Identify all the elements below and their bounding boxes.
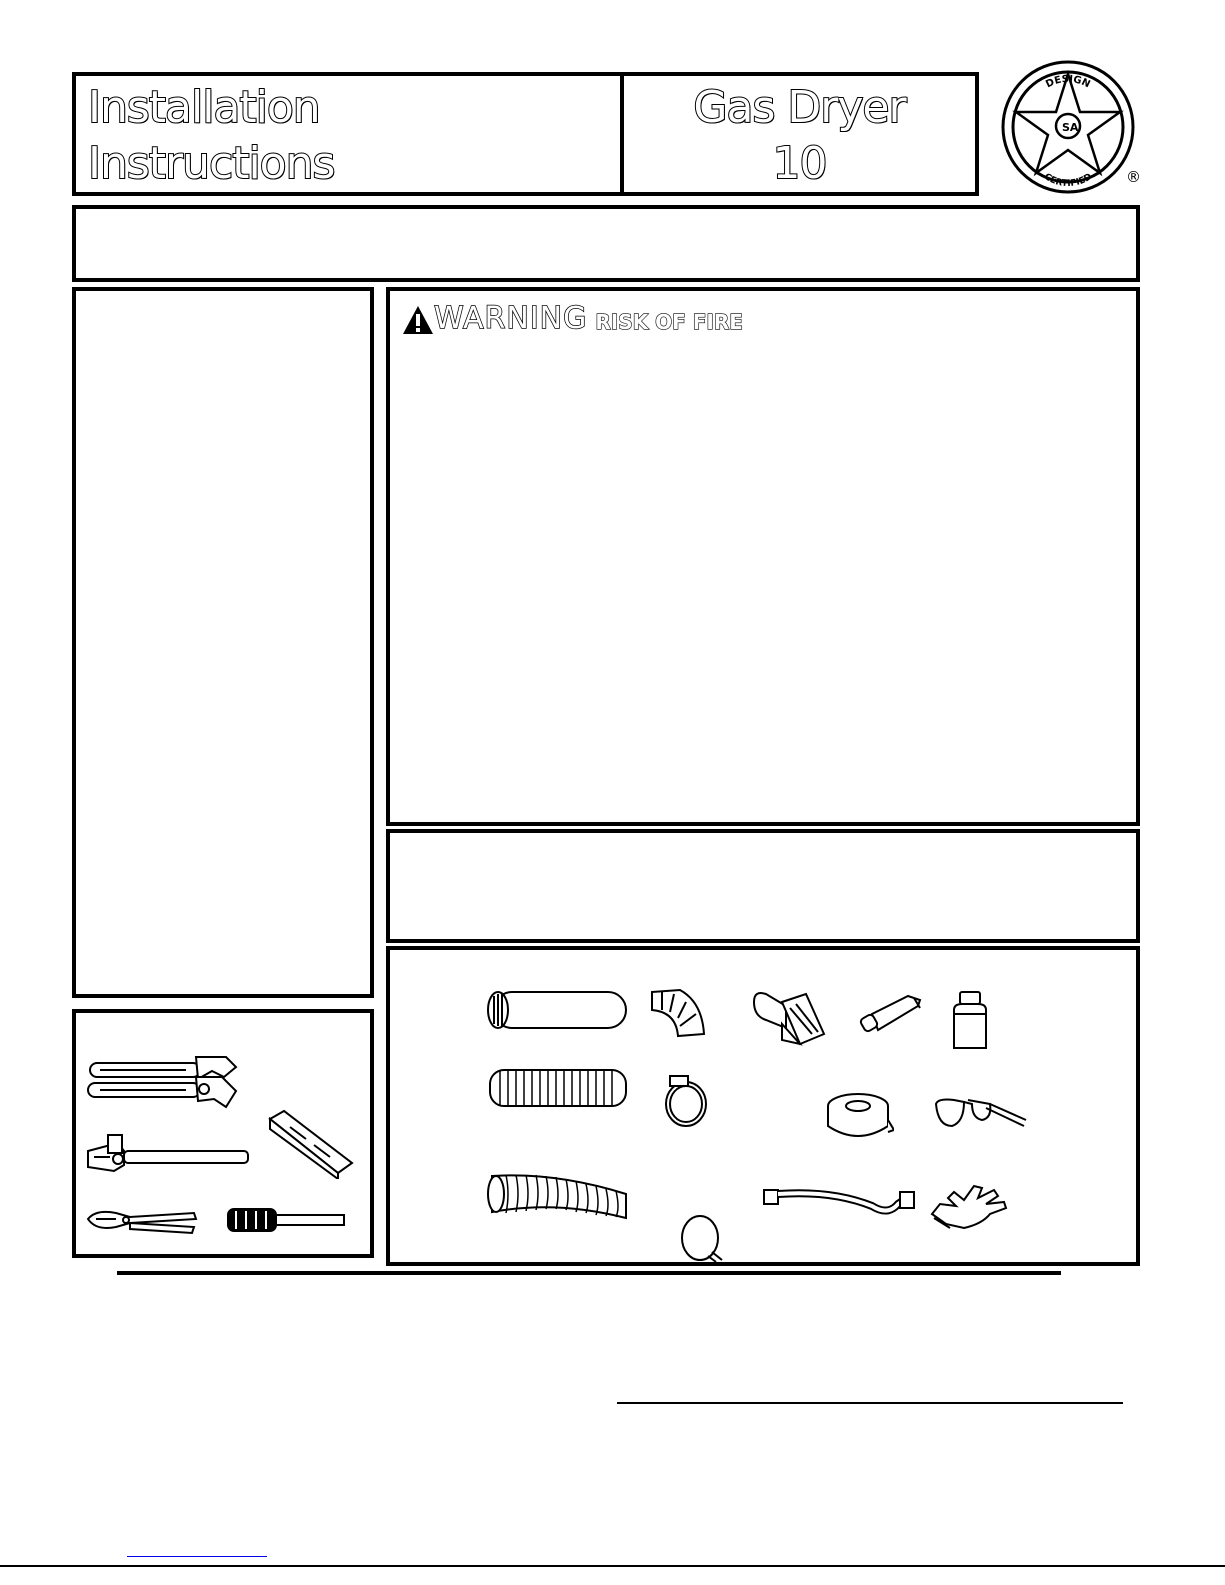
spring-clamp-icon (678, 1212, 724, 1264)
duct-elbow-icon (650, 988, 706, 1040)
pipe-wrench-icon (84, 1131, 254, 1175)
footer-link-underline (127, 1556, 267, 1557)
seal-top-text: DESIGN (1044, 73, 1092, 91)
warning-triangle-icon (402, 305, 434, 335)
warning-box (386, 287, 1140, 826)
vent-hood-icon (752, 988, 828, 1048)
signature-line (617, 1402, 1123, 1404)
registered-mark: ® (1126, 168, 1141, 186)
materials-box (386, 946, 1140, 1266)
flexible-metal-duct-icon (486, 1066, 630, 1110)
safety-glasses-icon (934, 1096, 1030, 1136)
design-certified-seal-icon (998, 60, 1138, 194)
adjustable-wrench-icon (86, 1051, 246, 1121)
header-product-box (620, 72, 979, 196)
intro-banner-box (72, 205, 1140, 282)
notice-box (386, 829, 1140, 943)
level-icon (266, 1109, 356, 1179)
warning-label: WARNING (434, 301, 588, 336)
gas-connector-icon (762, 1184, 918, 1236)
left-column-box (72, 287, 374, 998)
page-bottom-line (0, 1565, 1225, 1567)
flexible-foil-duct-icon (486, 1170, 632, 1222)
foil-tape-roll-icon (822, 1090, 894, 1142)
warning-heading (402, 303, 743, 335)
pliers-icon (86, 1205, 198, 1235)
rigid-metal-duct-icon (484, 988, 632, 1032)
hose-clamp-icon (660, 1072, 712, 1130)
section-divider-line (117, 1271, 1061, 1275)
sealant-tube-icon (858, 992, 924, 1036)
tools-box (72, 1009, 374, 1258)
product-name: Gas Dryer (693, 82, 906, 133)
document-title-line2: Instructions (88, 138, 335, 189)
product-model: 10 (772, 138, 827, 189)
header-title-box (72, 72, 624, 196)
document-title-line1: Installation (88, 82, 320, 133)
pipe-compound-jar-icon (950, 990, 990, 1052)
screwdriver-icon (226, 1205, 348, 1235)
work-gloves-icon (928, 1184, 1010, 1234)
svg-text:SA: SA (1062, 121, 1079, 134)
warning-sublabel: RISK OF FIRE (595, 310, 743, 334)
seal-bottom-text: CERTIFIED (1042, 172, 1094, 190)
